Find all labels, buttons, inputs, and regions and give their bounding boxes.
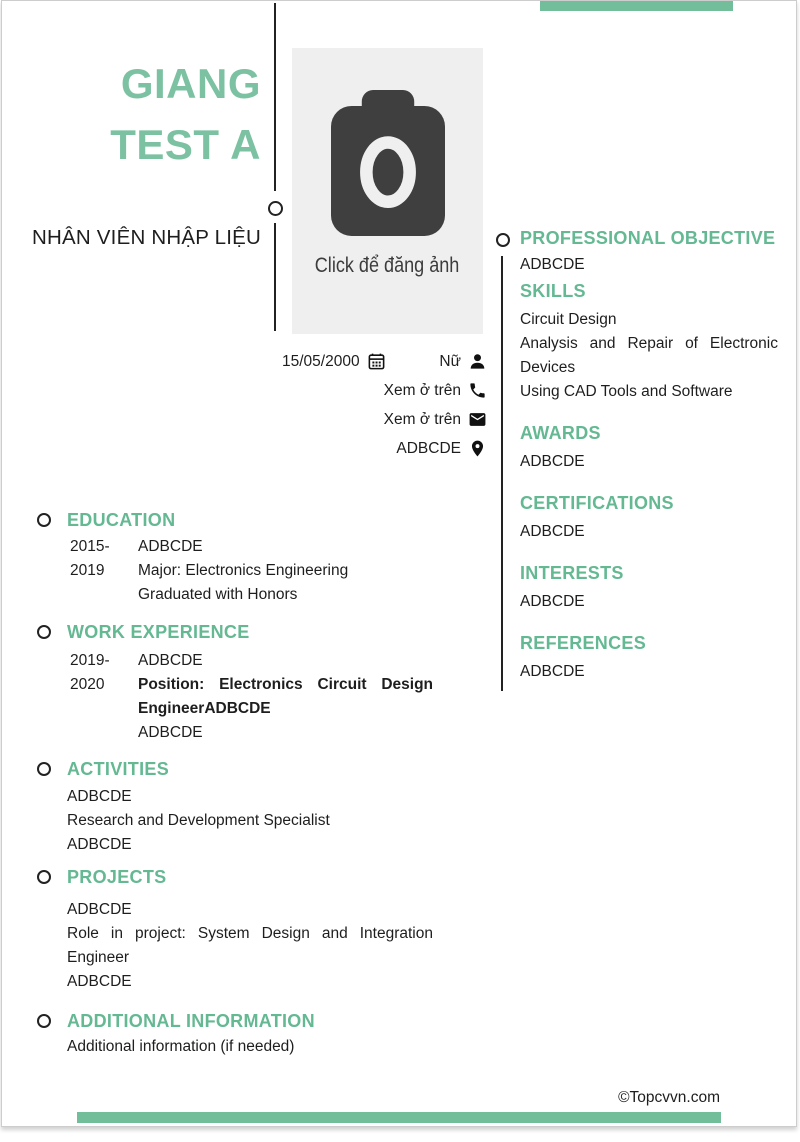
gender-value: Nữ: [439, 352, 461, 370]
skill-line: Circuit Design: [520, 311, 617, 328]
awards-line: ADBCDE: [520, 453, 585, 470]
projects-role-line: Role in project: System Design and Integration Engineer: [67, 925, 433, 966]
work-content: [138, 649, 433, 745]
awards-content[interactable]: [520, 450, 778, 474]
education-line: Major: Electronics Engineering: [138, 562, 349, 579]
section-title-certifications: CERTIFICATIONS: [520, 493, 674, 513]
skill-line: Analysis and Repair of Electronic Devices: [520, 335, 778, 376]
skill-line: Using CAD Tools and Software: [520, 383, 733, 400]
contact-row-email[interactable]: [282, 405, 487, 434]
additional-line: Additional information (if needed): [67, 1038, 295, 1055]
section-bullet-additional: [37, 1014, 51, 1028]
skills-content[interactable]: [520, 308, 778, 404]
section-bullet-activities: [37, 762, 51, 776]
interests-line: ADBCDE: [520, 593, 585, 610]
photo-upload-placeholder[interactable]: [292, 48, 483, 334]
additional-content[interactable]: [67, 1035, 433, 1059]
person-icon: [468, 352, 487, 371]
contact-row-address[interactable]: [282, 434, 487, 463]
job-title[interactable]: NHÂN VIÊN NHẬP LIỆU: [32, 226, 261, 249]
header-divider-line-bottom: [274, 223, 276, 331]
section-bullet-work: [37, 625, 51, 639]
section-title-references: REFERENCES: [520, 633, 647, 653]
gender-group[interactable]: [439, 352, 487, 371]
photo-upload-caption: Click để đăng ảnh: [315, 254, 460, 277]
references-line: ADBCDE: [520, 663, 585, 680]
header-divider-line-top: [274, 3, 276, 191]
email-value: Xem ở trên: [383, 410, 461, 428]
section-title-interests: INTERESTS: [520, 563, 624, 583]
header-divider-node: [268, 201, 283, 216]
candidate-name[interactable]: GIANG TEST A: [110, 60, 261, 168]
activities-line: Research and Development Specialist: [67, 812, 330, 829]
work-entry[interactable]: [70, 649, 433, 745]
contact-row-dob-gender: [282, 347, 487, 376]
education-line: ADBCDE: [138, 538, 203, 555]
cv-page: [1, 0, 797, 1127]
interests-content[interactable]: [520, 590, 778, 614]
projects-content[interactable]: [67, 898, 433, 994]
copyright-text: ©Topcvvn.com: [618, 1089, 720, 1106]
right-column-line: [501, 256, 503, 691]
section-title-skills: SKILLS: [520, 281, 586, 301]
camera-icon: [331, 90, 445, 236]
certifications-content[interactable]: [520, 520, 778, 544]
section-title-awards: AWARDS: [520, 423, 601, 443]
activities-line: ADBCDE: [67, 788, 132, 805]
section-title-activities: ACTIVITIES: [67, 759, 170, 779]
projects-line: ADBCDE: [67, 901, 132, 918]
education-dates: 2015- 2019: [70, 538, 110, 579]
dob-value: 15/05/2000: [282, 352, 360, 370]
section-title-additional: ADDITIONAL INFORMATION: [67, 1011, 315, 1031]
bottom-accent-bar: [77, 1112, 721, 1123]
work-line: ADBCDE: [138, 724, 203, 741]
location-pin-icon: [468, 439, 487, 458]
work-position-line: Position: Electronics Circuit Design EngineerADBCDE: [138, 676, 433, 717]
address-value: ADBCDE: [396, 439, 461, 457]
references-content[interactable]: [520, 660, 778, 684]
work-line: ADBCDE: [138, 652, 203, 669]
section-bullet-objective: [496, 233, 510, 247]
phone-icon: [468, 381, 487, 400]
education-content: [138, 535, 433, 607]
education-line: Graduated with Honors: [138, 586, 298, 603]
contact-info: [282, 347, 487, 463]
section-bullet-projects: [37, 870, 51, 884]
work-dates: 2019- 2020: [70, 652, 110, 693]
activities-line: ADBCDE: [67, 836, 132, 853]
phone-value: Xem ở trên: [383, 381, 461, 399]
objective-content[interactable]: [520, 253, 778, 277]
section-title-projects: PROJECTS: [67, 867, 167, 887]
section-title-work: WORK EXPERIENCE: [67, 622, 250, 642]
activities-content[interactable]: [67, 785, 433, 857]
calendar-icon: [367, 352, 386, 371]
mail-icon: [468, 410, 487, 429]
section-title-education: EDUCATION: [67, 510, 176, 530]
section-title-objective: PROFESSIONAL OBJECTIVE: [520, 228, 776, 248]
objective-line: ADBCDE: [520, 256, 585, 273]
projects-line: ADBCDE: [67, 973, 132, 990]
contact-row-phone[interactable]: [282, 376, 487, 405]
certifications-line: ADBCDE: [520, 523, 585, 540]
section-bullet-education: [37, 513, 51, 527]
top-accent-bar: [540, 1, 733, 11]
education-entry[interactable]: [70, 535, 433, 607]
dob-group[interactable]: [282, 352, 386, 371]
